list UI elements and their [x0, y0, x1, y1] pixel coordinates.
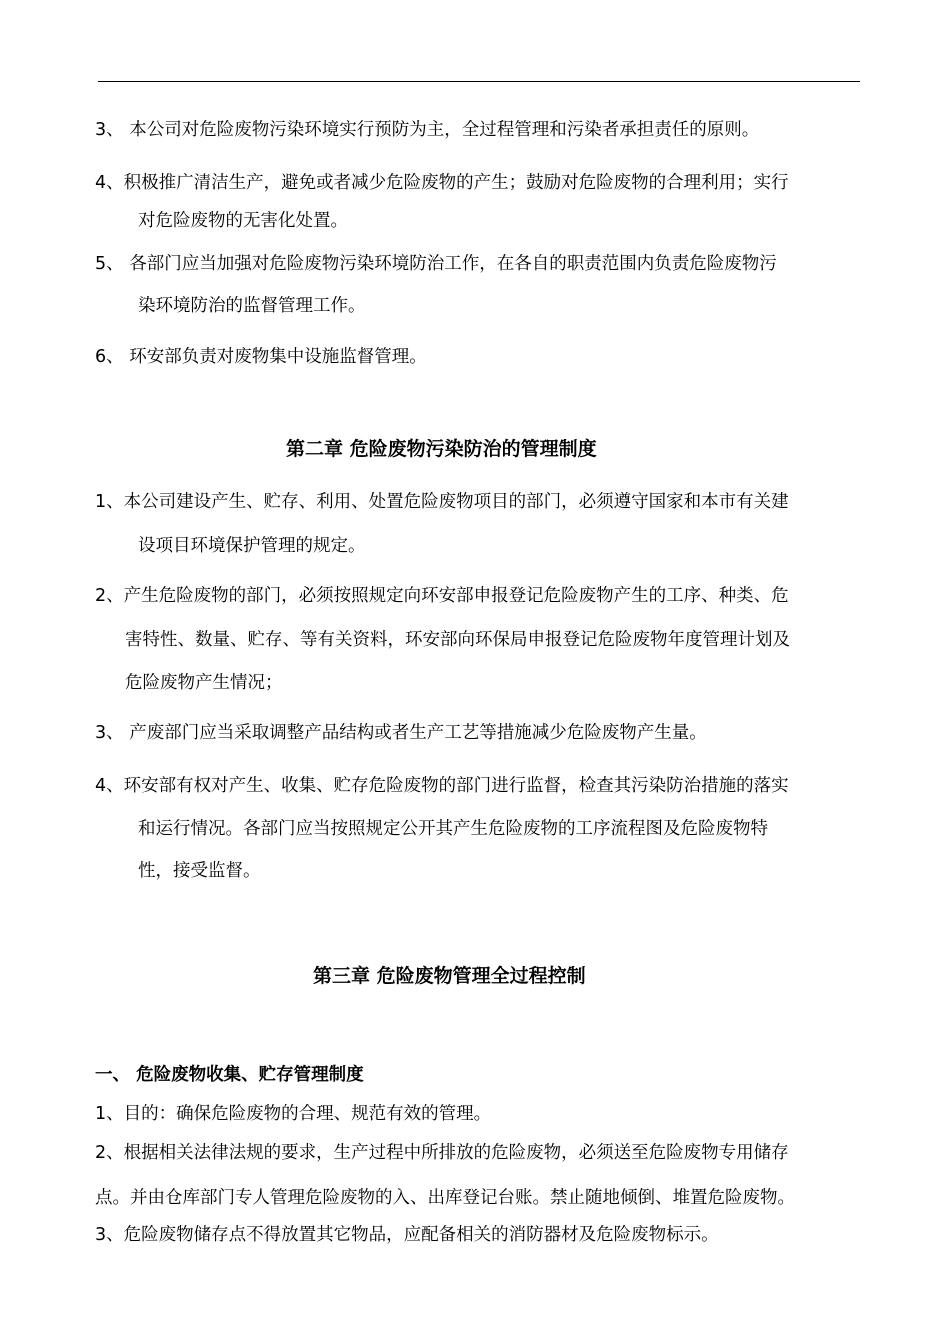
ch2-item-1-line1: 1、本公司建设产生、贮存、利用、处置危险废物项目的部门，必须遵守国家和本市有关建	[95, 492, 789, 512]
chapter-2-title: 第二章 危险废物污染防治的管理制度	[286, 438, 597, 460]
intro-item-4-line1: 4、积极推广清洁生产，避免或者减少危险废物的产生；鼓励对危险废物的合理利用；实行	[95, 173, 789, 193]
ch2-item-4-line1: 4、环安部有权对产生、收集、贮存危险废物的部门进行监督，检查其污染防治措施的落实	[95, 776, 789, 796]
ch3-section-1-title: 一、 危险废物收集、贮存管理制度	[95, 1065, 364, 1085]
ch2-item-2-line1: 2、产生危险废物的部门，必须按照规定向环安部申报登记危险废物产生的工序、种类、危	[95, 586, 789, 606]
ch3-item-1: 1、目的：确保危险废物的合理、规范有效的管理。	[95, 1104, 492, 1124]
chapter-3-title: 第三章 危险废物管理全过程控制	[313, 965, 586, 987]
ch2-item-2-line2: 害特性、数量、贮存、等有关资料，环安部向环保局申报登记危险废物年度管理计划及	[125, 630, 790, 650]
ch2-item-2-line3: 危险废物产生情况；	[125, 673, 283, 693]
intro-item-4-line2: 对危险废物的无害化处置。	[138, 211, 348, 231]
ch2-item-4-line3: 性，接受监督。	[138, 861, 261, 881]
intro-item-6: 6、 环安部负责对废物集中设施监督管理。	[95, 347, 427, 367]
intro-item-3: 3、 本公司对危险废物污染环境实行预防为主，全过程管理和污染者承担责任的原则。	[95, 120, 760, 140]
header-rule	[98, 81, 860, 82]
ch2-item-4-line2: 和运行情况。各部门应当按照规定公开其产生危险废物的工序流程图及危险废物特	[138, 819, 768, 839]
ch3-item-2-line1: 2、根据相关法律法规的要求，生产过程中所排放的危险废物，必须送至危险废物专用储存	[95, 1143, 789, 1163]
ch3-item-2-line2: 点。并由仓库部门专人管理危险废物的入、出库登记台账。禁止随地倾倒、堆置危险废物。	[95, 1188, 795, 1208]
ch2-item-1-line2: 设项目环境保护管理的规定。	[138, 536, 366, 556]
ch3-item-3: 3、危险废物储存点不得放置其它物品，应配备相关的消防器材及危险废物标示。	[95, 1225, 719, 1245]
ch2-item-3: 3、 产废部门应当采取调整产品结构或者生产工艺等措施减少危险废物产生量。	[95, 723, 707, 743]
intro-item-5-line1: 5、 各部门应当加强对危险废物污染环境防治工作，在各自的职责范围内负责危险废物污	[95, 254, 777, 274]
intro-item-5-line2: 染环境防治的监督管理工作。	[138, 296, 366, 316]
